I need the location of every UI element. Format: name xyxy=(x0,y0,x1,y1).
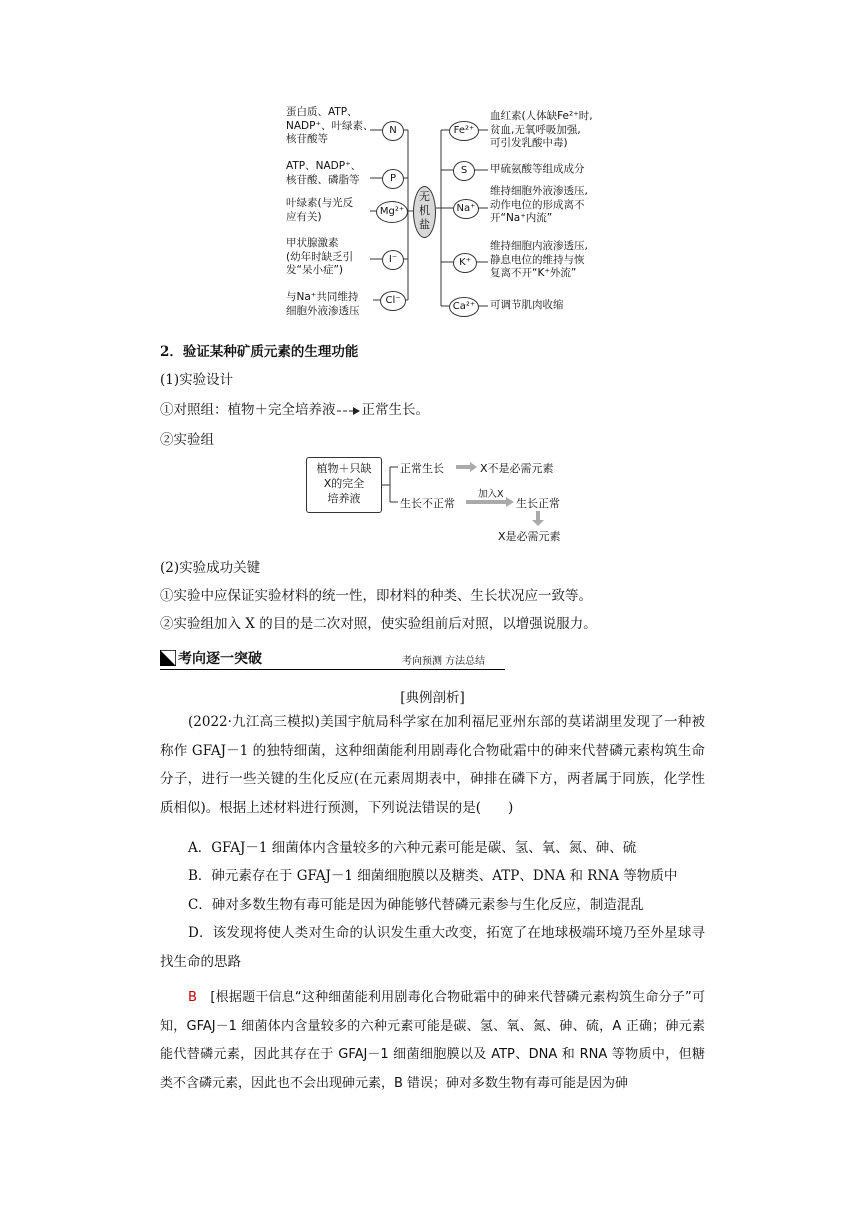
section-subtitle: 考向预测 方法总结 xyxy=(402,656,486,667)
key-point-2: ②实验组加入 X 的目的是二次对照，使实验组前后对照，以增强说服力。 xyxy=(160,616,597,632)
control-group-text: ①对照组：植物＋完全培养液 xyxy=(160,402,336,418)
node-cl: Cl⁻ xyxy=(380,291,406,311)
option-d: D．该发现将使人类对生命的认识发生重大改变，拓宽了在地球极端环境乃至外星球寻找生命的思路 xyxy=(160,925,705,970)
section-rule xyxy=(160,669,505,670)
experiment-box: 植物＋只缺 X的完全 培养液 xyxy=(306,457,382,513)
arrow-right-icon xyxy=(337,406,361,416)
node-p: P xyxy=(382,169,404,189)
node-n: N xyxy=(382,121,404,141)
option-b: B．砷元素存在于 GFAJ－1 细菌细胞膜以及糖类、ATP、DNA 和 RNA 等物质中 xyxy=(188,868,678,884)
right-text-ca: 可调节肌肉收缩 xyxy=(490,299,564,311)
right-text-fe: 血红素(人体缺Fe²⁺时, 贫血,无氧呼吸加强, 可引发乳酸中毒) xyxy=(490,110,593,149)
result-normal-growth: 生长正常 xyxy=(516,497,560,510)
node-ca: Ca²⁺ xyxy=(449,297,479,317)
control-group-line xyxy=(160,398,429,418)
node-mg: Mg²⁺ xyxy=(376,201,408,223)
center-node-inorganic-salt xyxy=(413,186,436,238)
section-bar xyxy=(160,648,505,668)
node-s: S xyxy=(453,161,475,181)
center-label: 无机盐 xyxy=(419,190,430,231)
left-text-cl: 与Na⁺共同维持 细胞外液渗透压 xyxy=(286,291,360,317)
subheading-keys: (2)实验成功关键 xyxy=(160,560,261,576)
question-stem: (2022·九江高三模拟)美国宇航局科学家在加利福尼亚州东部的莫诺湖里发现了一种被称作 GFAJ－1 的独特细菌，这种细菌能利用剧毒化合物砒霜中的砷来代替磷元素构筑生命分子，进行一些关键的生化反应(在元素周期表中，砷排在磷下方，两者属于同族，化学性质相似)。根据上述材料进行预测，下列说法错误的是( ) xyxy=(160,714,705,816)
answer-letter: B xyxy=(188,990,197,1005)
right-text-s: 甲硫氨酸等组成成分 xyxy=(490,163,585,175)
result-essential: X是必需元素 xyxy=(498,530,561,543)
node-na: Na⁺ xyxy=(453,199,479,219)
diagram-connectors xyxy=(0,0,860,330)
left-text-i: 甲状腺激素 (幼年时缺乏引 发“呆小症”) xyxy=(286,237,354,276)
node-i: I⁻ xyxy=(382,250,404,270)
left-text-n: 蛋白质、ATP、 NADP⁺、叶绿素、 核苷酸等 xyxy=(286,106,374,145)
subheading-design: (1)实验设计 xyxy=(160,372,234,388)
section-heading: 2．验证某种矿质元素的生理功能 xyxy=(160,344,359,360)
node-k: K⁺ xyxy=(453,253,477,273)
left-text-mg: 叶绿素(与光反 应有关) xyxy=(286,197,354,223)
right-text-k: 维持细胞内液渗透压, 静息电位的维持与恢 复离不开“K⁺外流” xyxy=(490,240,588,279)
branch-abnormal-growth: 生长不正常 xyxy=(400,497,455,510)
corner-triangle-icon xyxy=(160,650,176,666)
left-text-p: ATP、NADP⁺、 核苷酸、磷脂等 xyxy=(286,160,362,186)
option-c: C．砷对多数生物有毒可能是因为砷能够代替磷元素参与生化反应，制造混乱 xyxy=(188,897,644,913)
answer-analysis xyxy=(160,984,705,1098)
section-title: 考向逐一突破 xyxy=(178,651,262,667)
option-a: A．GFAJ－1 细菌体内含量较多的六种元素可能是碳、氢、氧、氮、砷、硫 xyxy=(188,840,637,856)
right-text-na: 维持细胞外液渗透压, 动作电位的形成离不 开“Na⁺内流” xyxy=(490,185,588,224)
experiment-group-label: ②实验组 xyxy=(160,432,214,448)
control-group-result: 正常生长。 xyxy=(361,402,429,418)
node-fe: Fe²⁺ xyxy=(449,121,479,141)
key-point-1: ①实验中应保证实验材料的统一性，即材料的种类、生长状况应一致等。 xyxy=(160,588,592,604)
add-x-label: 加入X xyxy=(478,489,504,500)
analysis-text: [根据题干信息“这种细菌能利用剧毒化合物砒霜中的砷来代替磷元素构筑生命分子”可知，GFAJ－1 细菌体内含量较多的六种元素可能是碳、氢、氧、氮、砷、硫，A 正确；砷元素能代替磷元素，因此其存在于 GFAJ－1 细菌细胞膜以及 ATP、DNA 和 RNA 等物质中，但糖类不含磷元素，因此也不会出现砷元素，B 错误；砷对多数生物有毒可能是因为砷 xyxy=(160,990,705,1091)
branch-normal-growth: 正常生长 xyxy=(400,462,444,475)
example-label: [典例剖析] xyxy=(400,690,465,706)
result-not-essential: X不是必需元素 xyxy=(480,462,554,475)
